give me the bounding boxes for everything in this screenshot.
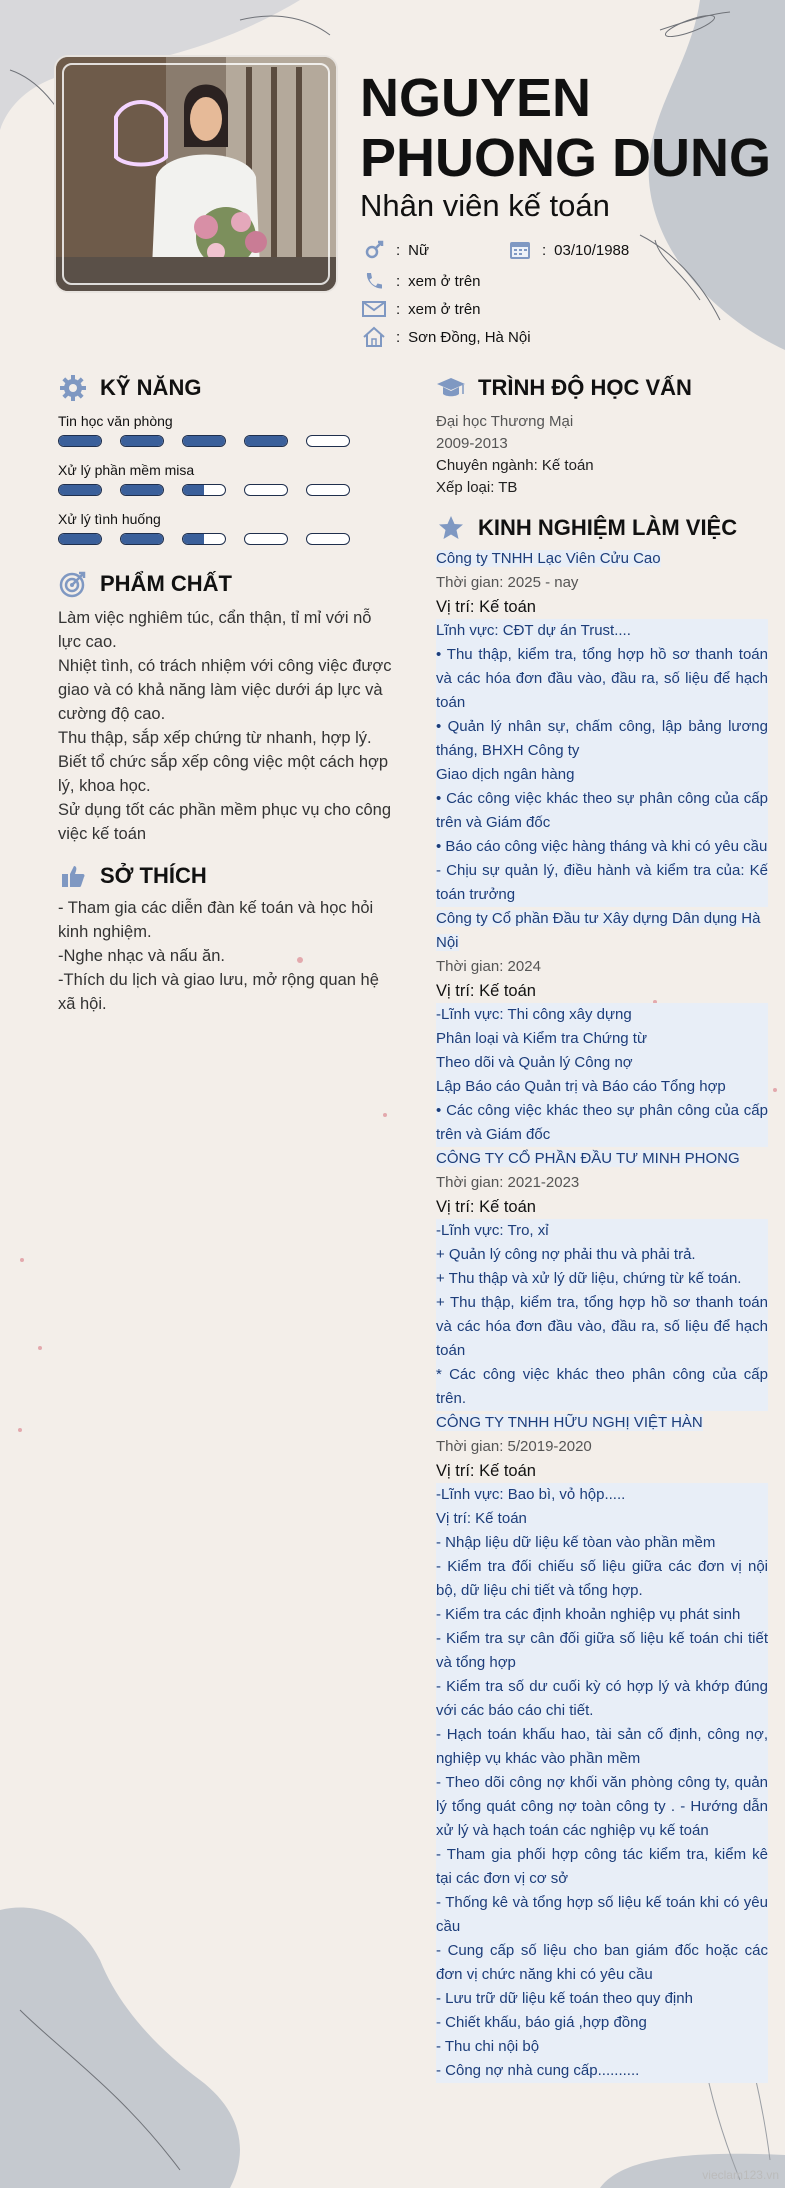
skill-level-segment (182, 484, 226, 496)
skill-level-segment (244, 435, 288, 447)
home-icon (362, 326, 386, 348)
education-block (436, 411, 766, 499)
job-position: Vị trí: Kế toán (436, 1198, 536, 1216)
education-heading: TRÌNH ĐỘ HỌC VẤN (436, 373, 692, 403)
info-email: : xem ở trên (362, 298, 481, 320)
email-value: xem ở trên (408, 300, 481, 318)
education-major: Chuyên ngành: Kế toán (436, 457, 594, 474)
job-company: CÔNG TY TNHH HỮU NGHỊ VIỆT HÀN (436, 1414, 703, 1431)
job-details: -Lĩnh vực: Bao bì, vỏ hộp..... Vị trí: Kế toán - Nhập liệu dữ liệu kế tòan vào phần mềm - Kiểm tra đối chiếu số liệu giữa các đơn vị nội bộ, dữ liệu chi tiết và tổng hợp. - Kiểm tra các định khoản nghiệp vụ phát sinh - Kiểm tra sự cân đối giữa số liệu kế toán chi tiết và tổng hợp - Kiểm tra số dư cuối kỳ có hợp lý và khớp đúng với các báo cáo chi tiết. - Hạch toán khấu hao, tài sản cố định, công nợ, nghiệp vụ khác vào phần mềm - Theo dõi công nợ khối văn phòng công ty, quản lý tổng quát công nợ toàn công ty . - Hướng dẫn xử lý và hạch toán các nghiệp vụ kế toán - Tham gia phối hợp công tác kiểm tra, kiểm kê tại các đơn vị cơ sở - Thống kê và tổng hợp số liệu kế toán khi có yêu cầu - Cung cấp số liệu cho ban giám đốc hoặc các đơn vị chức năng khi có yêu cầu - Lưu trữ dữ liệu kế toán theo quy định - Chiết khấu, báo giá ,hợp đồng - Thu chi nội bộ - Công nợ nhà cung cấp.......... (436, 1483, 768, 2083)
job-entry (436, 1411, 768, 2083)
skills-heading: KỸ NĂNG (58, 373, 201, 403)
skill-level-fill (183, 436, 225, 446)
job-position: Vị trí: Kế toán (436, 1462, 536, 1480)
job-entry (436, 547, 768, 907)
info-address: : Sơn Đồng, Hà Nội (362, 326, 531, 348)
skill-level-segment (182, 533, 226, 545)
skill-item (58, 413, 378, 447)
skill-label: Xử lý phần mềm misa (58, 462, 195, 478)
skill-level-segment (58, 533, 102, 545)
skill-level-segment (306, 484, 350, 496)
school-name: Đại học Thương Mại (436, 413, 574, 430)
skill-level-fill (59, 485, 101, 495)
skill-level-bars (58, 484, 378, 496)
school-years: 2009-2013 (436, 435, 508, 452)
info-birthdate: : 03/10/1988 (508, 239, 629, 261)
job-time: Thời gian: 5/2019-2020 (436, 1438, 592, 1455)
education-grade: Xếp loại: TB (436, 479, 518, 496)
skill-label: Xử lý tình huống (58, 511, 161, 527)
job-company: Công ty Cổ phần Đầu tư Xây dựng Dân dụng Hà Nội (436, 910, 761, 951)
experience-heading: KINH NGHIỆM LÀM VIỆC (436, 513, 737, 543)
job-details: Lĩnh vực: CĐT dự án Trust.... • Thu thập, kiểm tra, tổng hợp hồ sơ thanh toán và các hóa đơn đầu vào, đầu ra, số liệu để hạch toán • Quản lý nhân sự, chấm công, lập bảng lương tháng, BHXH Công ty Giao dịch ngân hàng • Các công việc khác theo sự phân công của cấp trên và Giám đốc • Báo cáo công việc hàng tháng và khi có yêu cầu - Chịu sự quản lý, điều hành và kiểm tra của: Kế toán trưởng (436, 619, 768, 907)
thumbs-up-icon (58, 861, 88, 891)
target-icon (58, 569, 88, 599)
skill-level-segment (182, 435, 226, 447)
candidate-name: NGUYEN PHUONG DUNG (360, 68, 772, 188)
skill-level-fill (245, 436, 287, 446)
skill-level-segment (120, 484, 164, 496)
job-time: Thời gian: 2025 - nay (436, 574, 579, 591)
skill-level-segment (244, 484, 288, 496)
job-time: Thời gian: 2024 (436, 958, 541, 975)
job-title: Nhân viên kế toán (360, 188, 610, 223)
address-value: Sơn Đồng, Hà Nội (408, 328, 531, 346)
skill-item (58, 462, 378, 496)
job-position: Vị trí: Kế toán (436, 598, 536, 616)
photo-frame (62, 63, 330, 285)
job-entry (436, 1147, 768, 1411)
star-icon (436, 513, 466, 543)
skill-level-fill (183, 485, 204, 495)
job-details: -Lĩnh vực: Thi công xây dựng Phân loại và Kiểm tra Chứng từ Theo dõi và Quản lý Công nợ Lập Báo cáo Quản trị và Báo cáo Tổng hợp • Các công việc khác theo sự phân công của cấp trên và Giám đốc (436, 1003, 768, 1147)
mail-icon (362, 298, 386, 320)
skill-level-fill (121, 436, 163, 446)
skill-level-segment (58, 484, 102, 496)
qualities-text: Làm việc nghiêm túc, cẩn thận, tỉ mỉ với nỗ lực cao. Nhiệt tình, có trách nhiệm với công việc được giao và có khả năng làm việc dưới áp lực và cường độ cao. Thu thập, sắp xếp chứng từ nhanh, hợp lý. Biết tổ chức sắp xếp công việc một cách hợp lý, khoa học. Sử dụng tốt các phần mềm phục vụ cho công việc kế toán (58, 609, 392, 843)
phone-icon (362, 270, 386, 292)
gender-value: Nữ (408, 241, 430, 259)
gender-icon (362, 239, 386, 261)
hobbies-heading: SỞ THÍCH (58, 861, 207, 891)
qualities-heading: PHẨM CHẤT (58, 569, 232, 599)
skill-label: Tin học văn phòng (58, 413, 173, 429)
skill-level-fill (121, 485, 163, 495)
info-phone: : xem ở trên (362, 270, 481, 292)
job-position: Vị trí: Kế toán (436, 982, 536, 1000)
graduation-cap-icon (436, 373, 466, 403)
skill-level-fill (59, 534, 101, 544)
skill-level-bars (58, 435, 378, 447)
info-gender: : Nữ (362, 239, 429, 261)
job-company: CÔNG TY CỔ PHẦN ĐẦU TƯ MINH PHONG (436, 1150, 740, 1167)
gear-icon (58, 373, 88, 403)
profile-photo (56, 57, 336, 291)
skill-level-segment (306, 435, 350, 447)
phone-value: xem ở trên (408, 272, 481, 290)
job-time: Thời gian: 2021-2023 (436, 1174, 580, 1191)
watermark: vieclam123.vn (702, 2168, 779, 2182)
experience-list (436, 547, 768, 2083)
skill-level-segment (58, 435, 102, 447)
skill-level-fill (183, 534, 204, 544)
skill-level-fill (59, 436, 101, 446)
skill-item (58, 511, 378, 545)
calendar-icon (508, 239, 532, 261)
skill-level-fill (121, 534, 163, 544)
birthdate-value: 03/10/1988 (554, 241, 630, 259)
skill-level-segment (120, 435, 164, 447)
skill-level-segment (306, 533, 350, 545)
skill-level-segment (244, 533, 288, 545)
hobbies-text: - Tham gia các diễn đàn kế toán và học hỏi kinh nghiệm. -Nghe nhạc và nấu ăn. -Thích du lịch và giao lưu, mở rộng quan hệ xã hội. (58, 899, 379, 1013)
skill-level-segment (120, 533, 164, 545)
job-company: Công ty TNHH Lạc Viên Cửu Cao (436, 550, 661, 567)
job-entry (436, 907, 768, 1147)
job-details: -Lĩnh vực: Tro, xỉ + Quản lý công nợ phải thu và phải trả. + Thu thập và xử lý dữ liệu, chứng từ kế toán. + Thu thập, kiểm tra, tổng hợp hồ sơ thanh toán và các hóa đơn đầu vào, đầu ra, số liệu để hạch toán * Các công việc khác theo phân công của cấp trên. (436, 1219, 768, 1411)
skill-level-bars (58, 533, 378, 545)
